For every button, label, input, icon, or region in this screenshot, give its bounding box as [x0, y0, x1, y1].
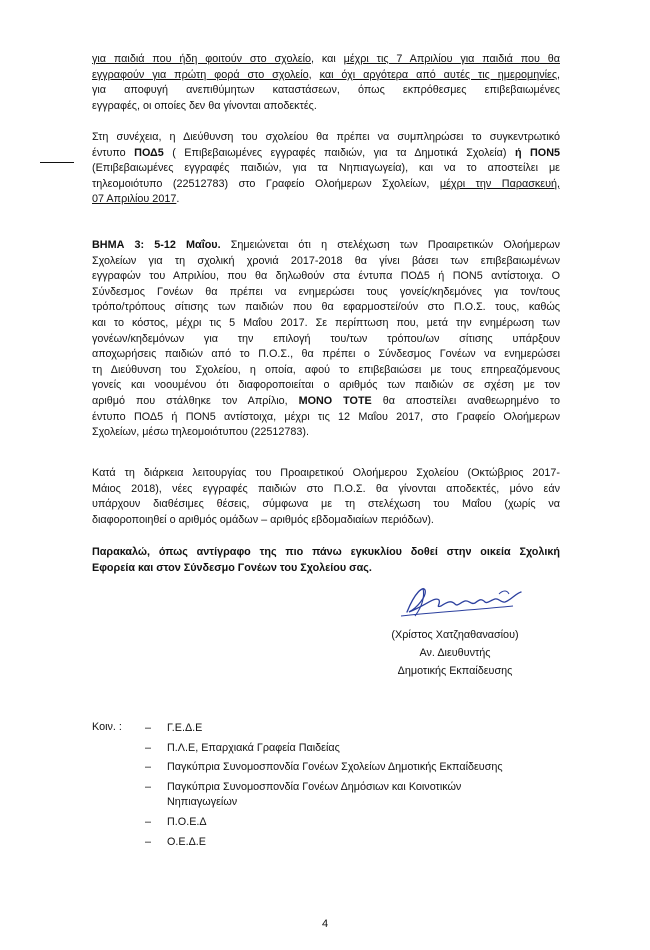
- text-line: Σύνδεσμος Γονέων θα πρέπει να ενημερώσει τους γονείς/κηδεμόνες για τον/τους: [92, 285, 560, 298]
- paragraph-new-registrations: [92, 466, 560, 528]
- signer-name: (Χρίστος Χατζηαθανασίου): [391, 629, 519, 641]
- cc-item-text: Π.Λ.Ε, Επαρχιακά Γραφεία Παιδείας: [167, 741, 340, 754]
- underlined-text: μέχρι τις 7 Απριλίου για παιδιά που θα: [343, 53, 560, 65]
- text-line: τη Διεύθυνση του Σχολείου, η οποία, αφού το επιβεβαιώσει με τους επηρεαζόμενους: [92, 363, 560, 376]
- bold-text: ΜΟΝΟ ΤΟΤΕ: [298, 394, 372, 407]
- text-line: [92, 146, 560, 162]
- cc-list: [145, 721, 503, 854]
- text-run: έντυπο: [92, 146, 135, 159]
- signer-department: Δημοτικής Εκπαίδευσης: [397, 665, 513, 677]
- cc-item-text: Παγκύπρια Συνομοσπονδία Γονέων Δημόσιων και Κοινοτικών Νηπιαγωγείων: [167, 780, 462, 809]
- text-line: [92, 394, 560, 410]
- underlined-text: εγγραφούν για πρώτη φορά στο σχολείο: [92, 68, 309, 81]
- handwritten-signature: [395, 582, 535, 620]
- paragraph-deadlines: [92, 52, 560, 114]
- bold-text: ή ΠΟΝ5: [514, 146, 561, 159]
- text-line: έντυπο ΠΟΔ5 ή ΠΟΝ5 αντίστοιχα, μέχρι τις 12 Μαΐου 2017, στο Γραφείο Ολοήμερων: [92, 410, 560, 423]
- text-run: θα αποστείλει αναθεωρημένο το: [371, 394, 560, 407]
- text-line: Σχολείων για τη σχολική χρονιά 2017-2018 θα γίνει βάσει των επιβεβαιωμένων: [92, 254, 560, 267]
- cc-item: [145, 815, 503, 831]
- cc-item: [145, 835, 503, 851]
- text-line: Κατά τη διάρκεια λειτουργίας του Προαιρετικού Ολοήμερου Σχολείου (Οκτώβριος 2017-: [92, 467, 560, 479]
- margin-marker-line: [40, 162, 74, 163]
- text-line: Μάιος 2018), νέες εγγραφές παιδιών στο Π.Ο.Σ. θα γίνονται αποδεκτές, μόνο εάν: [92, 482, 560, 495]
- text-line: Στη συνέχεια, η Διεύθυνση του σχολείου θα πρέπει να συμπληρώσει το συγκεντρωτικό: [92, 131, 560, 143]
- dash: –: [145, 761, 152, 774]
- text-run: ,: [557, 68, 561, 81]
- text-run: Σημειώνεται ότι η στελέχωση των Προαιρετικών Ολοήμερων: [220, 239, 560, 251]
- text-line: Παρακαλώ, όπως αντίγραφο της πιο πάνω εγκυκλίου δοθεί στην οικεία Σχολική: [92, 546, 560, 558]
- text-line: Εφορεία και στον Σύνδεσμο Γονέων του Σχολείου σας.: [92, 561, 372, 574]
- cc-item: [145, 721, 503, 737]
- text-run: τηλεομοιότυπο (22512783) στο Γραφείο Ολοήμερων Σχολείων,: [92, 177, 440, 190]
- underlined-text: 07 Απριλίου 2017: [92, 193, 177, 206]
- dash: –: [145, 835, 152, 848]
- text-line: και το κόστος, μέχρι τις 5 Μαΐου 2017. Σε περίπτωση που, μετά την ενημέρωση των: [92, 316, 560, 329]
- cc-item: [145, 760, 503, 776]
- text-line: [92, 238, 560, 254]
- text-run: ,: [308, 68, 320, 81]
- dash: –: [145, 722, 152, 734]
- paragraph-forms: [92, 130, 560, 208]
- cc-item-text: Γ.Ε.Δ.Ε: [167, 722, 203, 734]
- dash: –: [145, 780, 152, 793]
- paragraph-step-3: [92, 238, 560, 441]
- page-number: 4: [321, 918, 329, 930]
- text-line: εγγραφών του Απριλίου, που θα δηλωθούν στα έντυπα ΠΟΔ5 ή ΠΟΝ5 αντίστοιχα. Ο: [92, 270, 560, 283]
- underlined-text: μέχρι την Παρασκευή,: [439, 177, 560, 190]
- dash: –: [145, 741, 152, 754]
- text-line: γονείς και νοουμένου ότι διαφοροποιείται ο αριθμός των παιδιών σε σχέση με τον: [92, 379, 560, 392]
- text-line: [92, 192, 560, 208]
- text-line: για αποφυγή ανεπιθύμητων καταστάσεων, όπως εκπρόθεσμες επιβεβαιωμένες: [92, 84, 560, 97]
- cc-item-text: Παγκύπρια Συνομοσπονδία Γονέων Σχολείων Δημοτικής Εκπαίδευσης: [167, 761, 503, 774]
- bold-text: ΠΟΔ5: [134, 146, 164, 159]
- text-line: τρόπο/τρόπους σίτισης των παιδιών που θα εφαρμοστεί/ούν στο Π.Ο.Σ. τους, καθώς: [92, 301, 560, 314]
- text-line: εγγραφές, οι οποίες δεν θα γίνονται αποδεκτές.: [92, 99, 317, 112]
- text-run: .: [176, 193, 180, 206]
- text-run: , και: [310, 53, 344, 65]
- text-line: [92, 177, 560, 193]
- cc-item-text: Ο.Ε.Δ.Ε: [167, 835, 207, 848]
- signer-title: Αν. Διευθυντής: [419, 647, 491, 659]
- text-line: αποχωρήσεις παιδιών από το Π.Ο.Σ., θα πρέπει ο Σύνδεσμος Γονέων να ενημερώσει: [92, 348, 560, 361]
- underlined-text: για παιδιά που ήδη φοιτούν στο σχολείο: [92, 53, 311, 65]
- text-line: υπάρχουν διαθέσιμες θέσεις, σύμφωνα με τη στελέχωση του Μαΐου (χωρίς να: [92, 498, 560, 511]
- text-run: αριθμό που στάλθηκε τον Απρίλιο,: [92, 394, 299, 407]
- text-line: γονέων/κηδεμόνων για την επιλογή του/των τρόπου/ων σίτισης υπάρξουν: [92, 332, 560, 345]
- step-heading: ΒΗΜΑ 3: 5-12 Μαΐου.: [92, 239, 221, 251]
- text-line: [92, 52, 560, 68]
- cc-item: [145, 741, 503, 757]
- text-line: (Επιβεβαιωμένες εγγραφές παιδιών, για τα Νηπιαγωγεία), και να το αποστείλει με: [92, 162, 560, 175]
- dash: –: [145, 815, 152, 828]
- text-run: ( Επιβεβαιωμένες εγγραφές παιδιών, για τα Δημοτικά Σχολεία): [163, 146, 515, 159]
- underlined-text: και όχι αργότερα από αυτές τις ημερομηνίες: [319, 68, 558, 81]
- cc-item: [145, 780, 497, 811]
- cc-item-text: Π.Ο.Ε.Δ: [167, 815, 207, 828]
- paragraph-request: [92, 545, 560, 576]
- text-line: Σχολείων, μέσω τηλεομοιότυπου (22512783).: [92, 426, 309, 439]
- cc-label: Κοιν. :: [92, 721, 122, 733]
- text-line: διαφοροποιηθεί ο αριθμός ομάδων – αριθμός εβδομαδιαίων περιόδων).: [92, 513, 434, 526]
- text-line: [92, 68, 560, 84]
